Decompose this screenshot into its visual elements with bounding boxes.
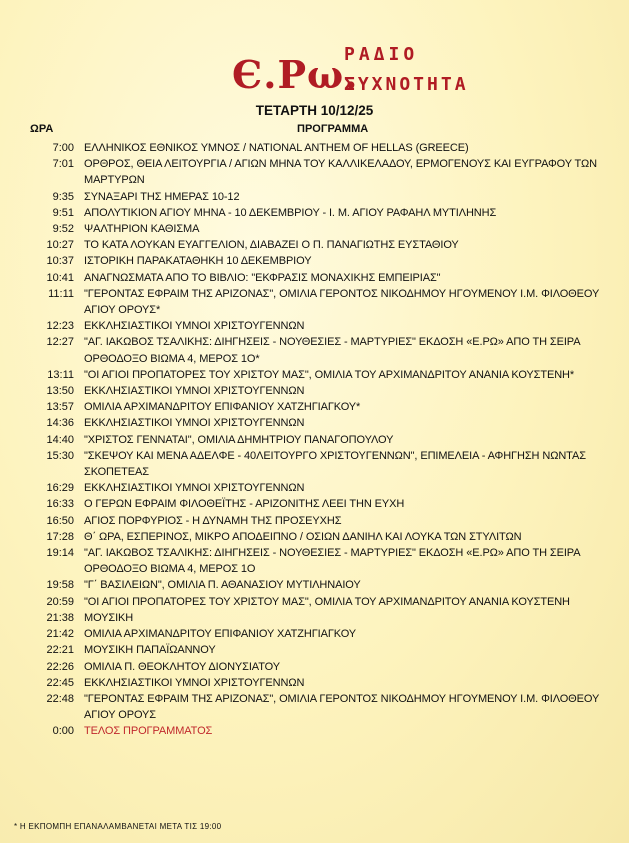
schedule-program: ΤΟ ΚΑΤΑ ΛΟΥΚΑΝ ΕΥΑΓΓΕΛΙΟΝ, ΔΙΑΒΑΖΕΙ Ο Π. ΠΑΝΑΓΙΩΤΗΣ ΕΥΣΤΑΘΙΟΥ: [84, 239, 459, 252]
schedule-time: 22:26: [46, 660, 74, 673]
schedule-program: ΤΕΛΟΣ ΠΡΟΓΡΑΜΜΑΤΟΣ: [84, 725, 213, 738]
schedule-row: [0, 626, 629, 642]
schedule-time: 17:28: [46, 530, 74, 543]
schedule-time: 16:29: [46, 482, 74, 495]
schedule-row: [0, 415, 629, 431]
schedule-row: [0, 156, 629, 188]
schedule-time: 10:27: [46, 239, 74, 252]
schedule-time: 20:59: [46, 595, 74, 608]
schedule-time: 9:35: [52, 190, 74, 203]
schedule-program: ΕΚΚΛΗΣΙΑΣΤΙΚΟΙ ΥΜΝΟΙ ΧΡΙΣΤΟΥΓΕΝΝΩΝ: [84, 482, 305, 495]
schedule-time: 9:52: [52, 223, 74, 236]
schedule-program: ΑΝΑΓΝΩΣΜΑΤΑ ΑΠΟ ΤΟ ΒΙΒΛΙΟ: "ΕΚΦΡΑΣΙΣ ΜΟΝΑΧΙΚΗΣ ΕΜΠΕΙΡΙΑΣ": [84, 271, 441, 284]
schedule-program: "ΑΓ. ΙΑΚΩΒΟΣ ΤΣΑΛΙΚΗΣ: ΔΙΗΓΗΣΕΙΣ - ΝΟΥΘΕΣΙΕΣ - ΜΑΡΤΥΡΙΕΣ" ΕΚΔΟΣΗ «Ε.ΡΩ» ΑΠΟ ΤΗ ΣΕΙΡΑ ΟΡΘΟΔΟΞΟ ΒΙΩΜΑ 4, ΜΕΡΟΣ 1Ο: [84, 547, 580, 576]
schedule-program: ΜΟΥΣΙΚΗ ΠΑΠΑΪΩΑΝΝΟΥ: [84, 644, 216, 657]
schedule-row: [0, 286, 629, 318]
schedule-row: [0, 448, 629, 480]
schedule-time: 21:38: [46, 611, 74, 624]
schedule-row: [0, 399, 629, 415]
schedule-time: 13:11: [47, 368, 74, 381]
logo-line-radio: ΡΑΔΙΟ: [344, 44, 419, 65]
schedule-time: 15:30: [46, 449, 74, 462]
schedule-time: 11:11: [48, 287, 74, 300]
schedule-time: 10:41: [46, 271, 74, 284]
schedule-row: [0, 480, 629, 496]
schedule-program: ΣΥΝΑΞΑΡΙ ΤΗΣ ΗΜΕΡΑΣ 10-12: [84, 190, 240, 203]
schedule-time: 9:51: [52, 206, 74, 219]
schedule-row: [0, 675, 629, 691]
schedule-time: 21:42: [46, 628, 74, 641]
schedule-program: ΜΟΥΣΙΚΗ: [84, 611, 134, 624]
schedule-program: Θ΄ ΩΡΑ, ΕΣΠΕΡΙΝΟΣ, ΜΙΚΡΟ ΑΠΟΔΕΙΠΝΟ / ΟΣΙΩΝ ΔΑΝΙΗΛ ΚΑΙ ΛΟΥΚΑ ΤΩΝ ΣΤΥΛΙΤΩΝ: [84, 530, 522, 543]
schedule-time: 19:58: [46, 579, 74, 592]
schedule-row: [0, 237, 629, 253]
schedule-time: 14:40: [46, 433, 74, 446]
schedule-time: 22:45: [46, 676, 74, 689]
schedule-program: "ΓΕΡΟΝΤΑΣ ΕΦΡΑΙΜ ΤΗΣ ΑΡΙΖΟΝΑΣ", ΟΜΙΛΙΑ ΓΕΡΟΝΤΟΣ ΝΙΚΟΔΗΜΟΥ ΗΓΟΥΜΕΝΟΥ Ι.Μ. ΦΙΛΟΘΕΟΥ ΑΓΙΟΥ ΟΡΟΥΣ: [84, 692, 600, 722]
schedule-time: 0:00: [52, 725, 74, 738]
column-header-program: ΠΡΟΓΡΑΜΜΑ: [297, 123, 369, 135]
schedule-program: ΕΚΚΛΗΣΙΑΣΤΙΚΟΙ ΥΜΝΟΙ ΧΡΙΣΤΟΥΓΕΝΝΩΝ: [84, 417, 305, 430]
schedule-program: "Γ΄ ΒΑΣΙΛΕΙΩΝ", ΟΜΙΛΙΑ Π. ΑΘΑΝΑΣΙΟΥ ΜΥΤΙΛΗΝΑΙΟΥ: [84, 579, 361, 592]
schedule-time: 19:14: [46, 547, 74, 560]
schedule-row: [0, 189, 629, 205]
schedule-time: 7:01: [52, 158, 74, 171]
schedule-time: 7:00: [52, 142, 74, 154]
schedule-date: ΤΕΤΑΡΤΗ 10/12/25: [255, 103, 374, 118]
schedule-program: ΕΛΛΗΝΙΚΟΣ ΕΘΝΙΚΟΣ ΥΜΝΟΣ / NATIONAL ANTHEM OF HELLAS (GREECE): [84, 142, 469, 154]
schedule-program: ΕΚΚΛΗΣΙΑΣΤΙΚΟΙ ΥΜΝΟΙ ΧΡΙΣΤΟΥΓΕΝΝΩΝ: [84, 676, 305, 689]
footnote: * Η ΕΚΠΟΜΠΗ ΕΠΑΝΑΛΑΜΒΑΝΕΤΑΙ ΜΕΤΑ ΤΙΣ 19:00: [14, 822, 222, 831]
schedule-program: ΑΓΙΟΣ ΠΟΡΦΥΡΙΟΣ - Η ΔΥΝΑΜΗ ΤΗΣ ΠΡΟΣΕΥΧΗΣ: [84, 514, 342, 527]
schedule-row: [0, 221, 629, 237]
schedule-program: "ΧΡΙΣΤΟΣ ΓΕΝΝΑΤΑΙ", ΟΜΙΛΙΑ ΔΗΜΗΤΡΙΟΥ ΠΑΝΑΓΟΠΟΥΛΟΥ: [84, 433, 394, 446]
schedule-program: ΙΣΤΟΡΙΚΗ ΠΑΡΑΚΑΤΑΘΗΚΗ 10 ΔΕΚΕΜΒΡΙΟΥ: [84, 255, 312, 268]
schedule-program: "ΣΚΕΨΟΥ ΚΑΙ ΜΕΝΑ ΑΔΕΛΦΕ - 40ΛΕΙΤΟΥΡΓΟ ΧΡΙΣΤΟΥΓΕΝΝΩΝ", ΕΠΙΜΕΛΕΙΑ - ΑΦΗΓΗΣΗ ΝΩΝΤΑΣ ΣΚΟΠΕΤΕΑΣ: [84, 449, 586, 479]
schedule-program: "ΓΕΡΟΝΤΑΣ ΕΦΡΑΙΜ ΤΗΣ ΑΡΙΖΟΝΑΣ", ΟΜΙΛΙΑ ΓΕΡΟΝΤΟΣ ΝΙΚΟΔΗΜΟΥ ΗΓΟΥΜΕΝΟΥ Ι.Μ. ΦΙΛΟΘΕΟΥ ΑΓΙΟΥ ΟΡΟΥΣ*: [84, 287, 600, 317]
schedule-program: ΟΜΙΛΙΑ Π. ΘΕΟΚΛΗΤΟΥ ΔΙΟΝΥΣΙΑΤΟΥ: [84, 660, 280, 673]
schedule-row: [0, 253, 629, 269]
schedule-time: 12:23: [46, 320, 74, 333]
schedule-time: 22:48: [46, 692, 74, 705]
schedule-program: Ο ΓΕΡΩΝ ΕΦΡΑΙΜ ΦΙΛΟΘΕΪΤΗΣ - ΑΡΙΖΟΝΙΤΗΣ ΛΕΕΙ ΤΗΝ ΕΥΧΗ: [84, 498, 405, 511]
schedule-row: [0, 723, 629, 739]
schedule-time: 16:33: [46, 498, 74, 511]
schedule-program: ΕΚΚΛΗΣΙΑΣΤΙΚΟΙ ΥΜΝΟΙ ΧΡΙΣΤΟΥΓΕΝΝΩΝ: [84, 320, 305, 333]
schedule-row: [0, 496, 629, 512]
schedule-time: 13:57: [46, 401, 74, 414]
schedule-program: "ΟΙ ΑΓΙΟΙ ΠΡΟΠΑΤΟΡΕΣ ΤΟΥ ΧΡΙΣΤΟΥ ΜΑΣ", ΟΜΙΛΙΑ ΤΟΥ ΑΡΧΙΜΑΝΔΡΙΤΟΥ ΑΝΑΝΙΑ ΚΟΥΣΤΕΝΗ*: [84, 368, 575, 381]
schedule-row: [0, 545, 629, 577]
schedule-time: 12:27: [46, 336, 74, 349]
logo-wordmark: Є.Ρω.: [232, 52, 359, 97]
schedule-time: 22:21: [46, 644, 74, 657]
schedule-program: "ΑΓ. ΙΑΚΩΒΟΣ ΤΣΑΛΙΚΗΣ: ΔΙΗΓΗΣΕΙΣ - ΝΟΥΘΕΣΙΕΣ - ΜΑΡΤΥΡΙΕΣ" ΕΚΔΟΣΗ «Ε.ΡΩ» ΑΠΟ ΤΗ ΣΕΙΡΑ ΟΡΘΟΔΟΞΟ ΒΙΩΜΑ 4, ΜΕΡΟΣ 1Ο*: [84, 336, 580, 365]
schedule-time: 13:50: [46, 385, 74, 398]
schedule-time: 14:36: [46, 417, 74, 430]
schedule-program: ΟΡΘΡΟΣ, ΘΕΙΑ ΛΕΙΤΟΥΡΓΙΑ / ΑΓΙΩΝ ΜΗΝΑ ΤΟΥ ΚΑΛΛΙΚΕΛΑΔΟΥ, ΕΡΜΟΓΕΝΟΥΣ ΚΑΙ ΕΥΓΡΑΦΟΥ ΤΩΝ ΜΑΡΤΥΡΩΝ: [84, 158, 597, 187]
schedule-program: "ΟΙ ΑΓΙΟΙ ΠΡΟΠΑΤΟΡΕΣ ΤΟΥ ΧΡΙΣΤΟΥ ΜΑΣ", ΟΜΙΛΙΑ ΤΟΥ ΑΡΧΙΜΑΝΔΡΙΤΟΥ ΑΝΑΝΙΑ ΚΟΥΣΤΕΝΗ: [84, 595, 570, 608]
schedule-program: ΕΚΚΛΗΣΙΑΣΤΙΚΟΙ ΥΜΝΟΙ ΧΡΙΣΤΟΥΓΕΝΝΩΝ: [84, 385, 305, 398]
schedule-row: [0, 691, 629, 723]
schedule-program: ΟΜΙΛΙΑ ΑΡΧΙΜΑΝΔΡΙΤΟΥ ΕΠΙΦΑΝΙΟΥ ΧΑΤΖΗΓΙΑΓΚΟΥ*: [84, 401, 361, 414]
schedule-list: [0, 140, 629, 740]
schedule-row: [0, 610, 629, 626]
schedule-program: ΟΜΙΛΙΑ ΑΡΧΙΜΑΝΔΡΙΤΟΥ ΕΠΙΦΑΝΙΟΥ ΧΑΤΖΗΓΙΑΓΚΟΥ: [84, 628, 357, 641]
column-header-time: ΩΡΑ: [30, 123, 54, 135]
schedule-row: [0, 367, 629, 383]
schedule-row: [0, 513, 629, 529]
schedule-time: 16:50: [46, 514, 74, 527]
schedule-program: ΑΠΟΛΥΤΙΚΙΟΝ ΑΓΙΟΥ ΜΗΝΑ - 10 ΔΕΚΕΜΒΡΙΟΥ - Ι. Μ. ΑΓΙΟΥ ΡΑΦΑΗΛ ΜΥΤΙΛΗΝΗΣ: [84, 206, 497, 219]
schedule-row: [0, 642, 629, 658]
schedule-row: [0, 529, 629, 545]
schedule-row: [0, 594, 629, 610]
schedule-row: [0, 432, 629, 448]
schedule-row: [0, 383, 629, 399]
schedule-time: 10:37: [46, 255, 74, 268]
schedule-row: [0, 140, 629, 156]
schedule-row: [0, 270, 629, 286]
schedule-row: [0, 205, 629, 221]
schedule-row: [0, 334, 629, 366]
schedule-row: [0, 577, 629, 593]
schedule-row: [0, 318, 629, 334]
schedule-row: [0, 659, 629, 675]
logo-line-frequency: ΣΥΧΝΟΤΗΤΑ: [344, 74, 469, 95]
schedule-program: ΨΑΛΤΗΡΙΟΝ ΚΑΘΙΣΜΑ: [84, 223, 200, 236]
